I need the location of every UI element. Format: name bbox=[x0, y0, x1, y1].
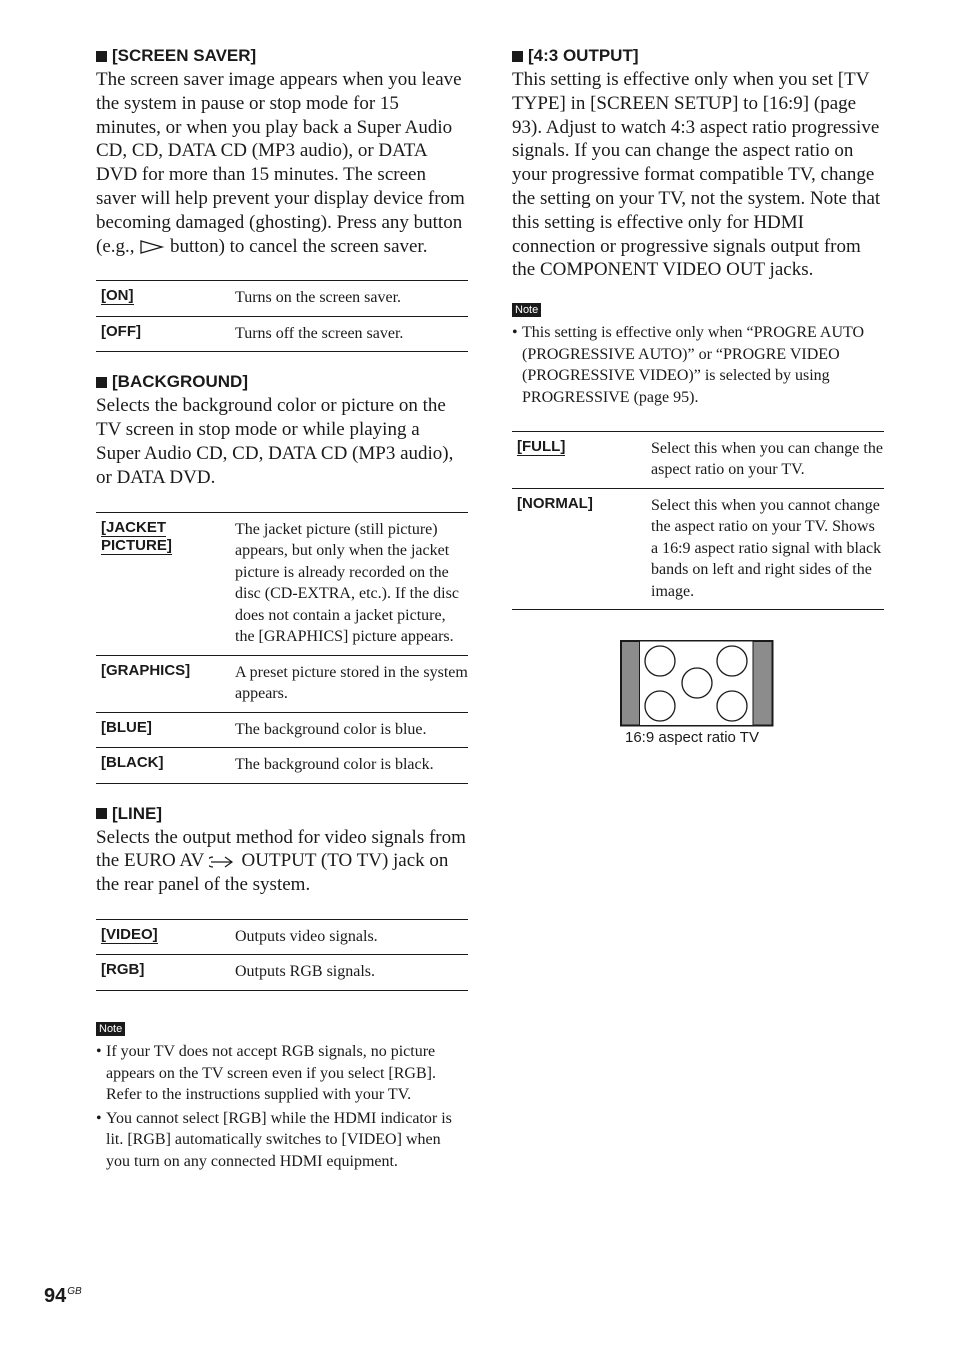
line-options-table bbox=[96, 919, 468, 991]
note-label: Note bbox=[96, 1022, 125, 1036]
option-key: [JACKET bbox=[101, 518, 167, 536]
left-column bbox=[96, 44, 468, 1175]
option-key: [VIDEO] bbox=[101, 925, 158, 943]
table-row bbox=[96, 712, 468, 748]
option-desc: The background color is blue. bbox=[235, 720, 427, 738]
tv-aspect-ratio-illustration bbox=[620, 640, 775, 728]
page-suffix: GB bbox=[67, 1286, 82, 1298]
square-bullet-icon bbox=[512, 51, 523, 62]
table-row bbox=[96, 316, 468, 352]
option-key: [GRAPHICS] bbox=[101, 661, 191, 679]
note-list bbox=[512, 322, 884, 408]
table-row bbox=[96, 919, 468, 955]
background-heading: [BACKGROUND] bbox=[96, 370, 468, 394]
option-desc: The jacket picture (still picture) appears, but only when the jacket picture is already recorded on the disc (CD-EXTRA, etc.). If the disc does not contain a jacket picture, the [GRAPHICS] picture appears. bbox=[235, 520, 459, 646]
background-options-table bbox=[96, 512, 468, 784]
table-row bbox=[96, 512, 468, 655]
square-bullet-icon bbox=[96, 51, 107, 62]
table-row bbox=[96, 955, 468, 991]
figure-caption: 16:9 aspect ratio TV bbox=[625, 729, 759, 746]
option-desc: Outputs RGB signals. bbox=[235, 963, 376, 981]
option-desc: Outputs video signals. bbox=[235, 927, 378, 945]
option-desc: Select this when you can change the aspect ratio on your TV. bbox=[651, 439, 883, 479]
line-heading: [LINE] bbox=[96, 802, 468, 826]
list-item: • This setting is effective only when “PROGRE AUTO (PROGRESSIVE AUTO)” or “PROGRE VIDEO (PROGRESSIVE VIDEO)” is selected by using PROGRESSIVE (page 95). bbox=[512, 322, 884, 408]
background-description: Selects the background color or picture on the TV screen in stop mode or while playing a Super Audio CD, CD, DATA CD (MP3 audio), or DATA DVD. bbox=[96, 395, 454, 488]
output-43-note bbox=[512, 300, 884, 408]
option-key: [FULL] bbox=[517, 437, 566, 455]
table-row bbox=[96, 655, 468, 712]
option-desc: A preset picture stored in the system appears. bbox=[235, 663, 468, 703]
right-column bbox=[512, 44, 884, 610]
table-row bbox=[96, 748, 468, 784]
play-icon bbox=[139, 239, 165, 255]
option-key: [NORMAL] bbox=[517, 494, 593, 512]
option-desc: Turns on the screen saver. bbox=[235, 289, 402, 307]
line-description: Selects the output method for video signals from the EURO AV OUTPUT (TO TV) jack on the rear panel of the system. bbox=[96, 826, 466, 896]
option-key: [ON] bbox=[101, 287, 134, 305]
page-number: $94^{GB}$ bbox=[44, 1285, 82, 1307]
table-row bbox=[512, 488, 884, 610]
output-43-description: This setting is effective only when you set [TV TYPE] in [SCREEN SETUP] to [16:9] (page 93). Adjust to watch 4:3 aspect ratio progressive signals. If you can change the aspect ratio on your progressive format compatible TV, change the setting on your TV, not the system. Note that this setting is effective only for HDMI connection or progressive signals output from the COMPONENT VIDEO OUT jacks. bbox=[512, 69, 881, 281]
output-43-heading: [4:3 OUTPUT] bbox=[512, 44, 884, 68]
line-note bbox=[96, 1019, 468, 1173]
option-key: [BLACK] bbox=[101, 754, 164, 772]
screen-saver-heading: [SCREEN SAVER] bbox=[96, 44, 468, 68]
note-list bbox=[96, 1041, 468, 1173]
option-desc: Select this when you cannot change the aspect ratio on your TV. Shows a 16:9 aspect ratio signal with black bands on left and right sides of the image. bbox=[651, 496, 882, 600]
square-bullet-icon bbox=[96, 808, 107, 819]
option-key: PICTURE] bbox=[101, 536, 172, 554]
table-row bbox=[96, 281, 468, 317]
table-row bbox=[512, 431, 884, 488]
screen-saver-options-table bbox=[96, 280, 468, 352]
option-desc: The background color is black. bbox=[235, 756, 434, 774]
output-arrow-icon bbox=[209, 854, 237, 870]
note-label: Note bbox=[512, 303, 541, 317]
option-key: [RGB] bbox=[101, 961, 145, 979]
output-43-options-table bbox=[512, 431, 884, 611]
option-desc: Turns off the screen saver. bbox=[235, 324, 404, 342]
list-item: • You cannot select [RGB] while the HDMI indicator is lit. [RGB] automatically switches to [VIDEO] when you turn on any connected HDMI equipment. bbox=[96, 1108, 468, 1173]
screen-saver-description: The screen saver image appears when you leave the system in pause or stop mode for 15 minutes, or when you play back a Super Audio CD, CD, DATA CD (MP3 audio), or DATA DVD for more than 15 minutes. The screen saver will help prevent your display device from becoming damaged (ghosting). Press any button (e.g., button) to cancel the screen saver. bbox=[96, 69, 465, 257]
option-key: [BLUE] bbox=[101, 718, 152, 736]
option-key: [OFF] bbox=[101, 322, 141, 340]
list-item: • If your TV does not accept RGB signals, no picture appears on the TV screen even if you select [RGB]. Refer to the instructions supplied with your TV. bbox=[96, 1041, 468, 1106]
square-bullet-icon bbox=[96, 377, 107, 388]
